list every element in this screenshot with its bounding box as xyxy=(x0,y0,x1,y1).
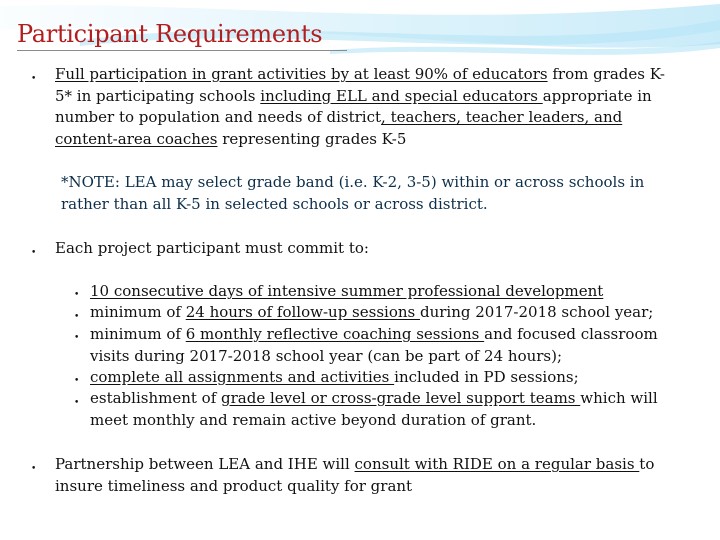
sub-bullet-marker: • xyxy=(74,290,80,300)
commitment-coaching-sessions xyxy=(90,324,680,367)
underlined-text: consult with RIDE on a regular basis xyxy=(354,455,640,473)
text-segment: which will meet monthly and remain active beyond duration of grant. xyxy=(90,389,658,429)
text-segment: during 2017-2018 school year; xyxy=(419,303,654,321)
underlined-text: , teachers, teacher leaders, and content-area coaches xyxy=(55,108,623,148)
commitment-summer-pd xyxy=(90,281,680,303)
underlined-text: 10 consecutive days of intensive summer professional development xyxy=(90,282,604,300)
note-text: *NOTE: LEA may select grade band (i.e. K-2, 3-5) within or across schools in rather than all K-5 in selected schools or across district xyxy=(61,173,645,213)
sub-bullet-marker: • xyxy=(74,312,80,322)
underlined-text: grade level or cross-grade level support teams xyxy=(221,389,581,407)
underlined-text: Full participation in grant activities by at least 90% of educators xyxy=(55,65,548,83)
text-segment: minimum of xyxy=(90,303,186,321)
text-segment: minimum of xyxy=(90,325,186,343)
commitment-assignments xyxy=(90,367,680,389)
note-period: . xyxy=(482,194,488,213)
commitment-follow-up-hours xyxy=(90,302,680,324)
bullet-partnership xyxy=(55,454,680,497)
grade-band-note xyxy=(61,172,661,215)
sub-bullet-marker: • xyxy=(74,398,80,408)
text-segment: included in PD sessions; xyxy=(394,368,579,386)
title-divider xyxy=(17,50,347,51)
bullet-marker: • xyxy=(31,248,37,258)
text-segment: representing grades K-5 xyxy=(217,129,407,148)
text-segment: from grades K-5* in participating schools xyxy=(55,65,665,105)
underlined-text: including ELL and special educators xyxy=(260,86,543,105)
commitment-support-teams xyxy=(90,388,680,431)
bullet-commitments: Each project participant must commit to: xyxy=(55,239,369,257)
text-segment: to insure timeliness and product quality for grant xyxy=(55,455,655,495)
underlined-text: 24 hours of follow-up sessions xyxy=(185,303,420,321)
underlined-text: complete all assignments and activities xyxy=(90,368,395,386)
bullet-marker: • xyxy=(31,464,37,474)
sub-bullet-marker: • xyxy=(74,333,80,343)
sub-bullet-marker: • xyxy=(74,376,80,386)
underlined-text: 6 monthly reflective coaching sessions xyxy=(185,325,485,343)
text-segment: appropriate in number to population and needs of district xyxy=(55,86,652,126)
slide-title: Participant Requirements xyxy=(17,20,323,48)
bullet-marker: • xyxy=(31,74,37,84)
text-segment: and focused classroom visits during 2017-2018 school year (can be part of 24 hours); xyxy=(90,325,658,365)
text-segment: establishment of xyxy=(90,389,222,407)
text-segment: Partnership between LEA and IHE will xyxy=(55,455,355,473)
bullet-full-participation xyxy=(55,64,670,150)
